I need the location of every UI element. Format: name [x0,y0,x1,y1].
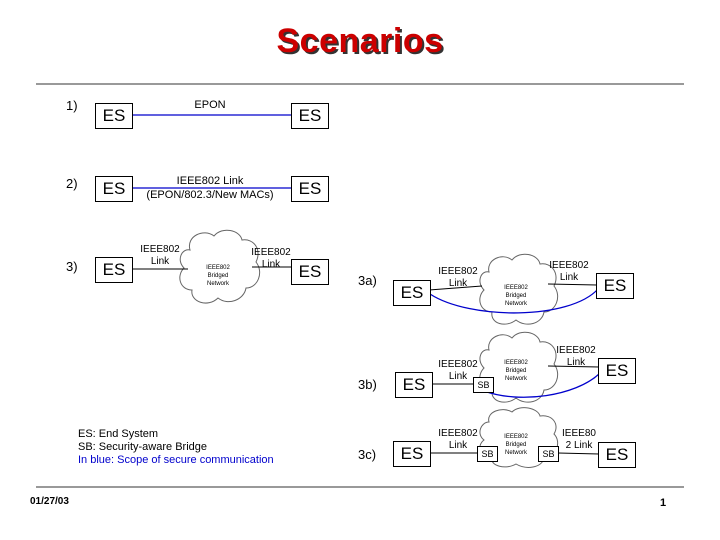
scenario-number-3b: 3b) [358,377,377,392]
s2-es-right: ES [291,176,329,202]
legend-es: ES: End System [78,428,159,440]
footer-date: 01/27/03 [30,496,69,507]
s2-es-left: ES [95,176,133,202]
s3-network-label-3: Network [206,281,229,287]
s3-es-left: ES [95,257,133,283]
s3c-link-label-left-1: IEEE802 [438,428,478,439]
s2-link-label-line1: IEEE802 Link [176,175,244,187]
legend-sb: SB: Security-aware Bridge [78,441,207,453]
s3-link-label-right-1: IEEE802 [251,247,291,258]
s3c-network-label-3: Network [504,450,527,456]
scenario-number-3: 3) [66,259,78,274]
s3-link-label-right-2: Link [261,259,281,270]
s3-network-label-2: Bridged [207,273,229,279]
s3a-es-right: ES [596,273,634,299]
s3b-link-label-left-1: IEEE802 [438,359,478,370]
scenario-number-3a: 3a) [358,273,377,288]
s3b-link-label-right-2: Link [566,357,586,368]
s3c-link-label-right-2: 2 Link [565,440,593,451]
s3a-link-label-left-1: IEEE802 [438,266,478,277]
s3a-network-label-3: Network [504,301,527,307]
s3a-link-right [548,284,597,285]
s3a-network-label-2: Bridged [505,293,527,299]
s3b-link-label-right-1: IEEE802 [556,345,596,356]
s3-network-label-1: IEEE802 [206,265,230,271]
s3a-link-label-right-1: IEEE802 [549,260,589,271]
legend-blue: In blue: Scope of secure communication [78,454,274,466]
s3c-network-label-1: IEEE802 [504,434,528,440]
s3b-link-label-left-2: Link [448,371,468,382]
scenario-number-2: 2) [66,176,78,191]
s1-es-right: ES [291,103,329,129]
s3-link-label-left-1: IEEE802 [140,244,180,255]
scenario-number-1: 1) [66,98,78,113]
s3c-security-bridge-left: SB [477,446,498,462]
s3a-es-left: ES [393,280,431,306]
s3b-network-label-3: Network [504,376,527,382]
s3b-network-label-1: IEEE802 [504,360,528,366]
s3c-es-left: ES [393,441,431,467]
s3b-network-label-2: Bridged [505,368,527,374]
s3c-link-label-right-1: IEEE80 [562,428,596,439]
s3b-es-right: ES [598,358,636,384]
s3a-link-label-right-2: Link [559,272,579,283]
s3b-es-left: ES [395,372,433,398]
s3c-es-right: ES [598,442,636,468]
s3c-security-bridge-right: SB [538,446,559,462]
s3a-network-label-1: IEEE802 [504,285,528,291]
s1-es-left: ES [95,103,133,129]
s3c-link-label-left-2: Link [448,440,468,451]
s3-link-label-left-2: Link [150,256,170,267]
s1-link-label: EPON [194,99,226,111]
legend [78,428,274,467]
page-title: Scenarios [276,22,444,60]
scenario-number-3c: 3c) [358,447,377,462]
s2-link-label-line2: (EPON/802.3/New MACs) [146,189,274,201]
s3-es-right: ES [291,259,329,285]
s3c-link-right [558,453,599,454]
s3c-network-label-2: Bridged [505,442,527,448]
s3a-link-label-left-2: Link [448,278,468,289]
s3b-security-bridge: SB [473,377,494,393]
page-number: 1 [660,497,667,509]
